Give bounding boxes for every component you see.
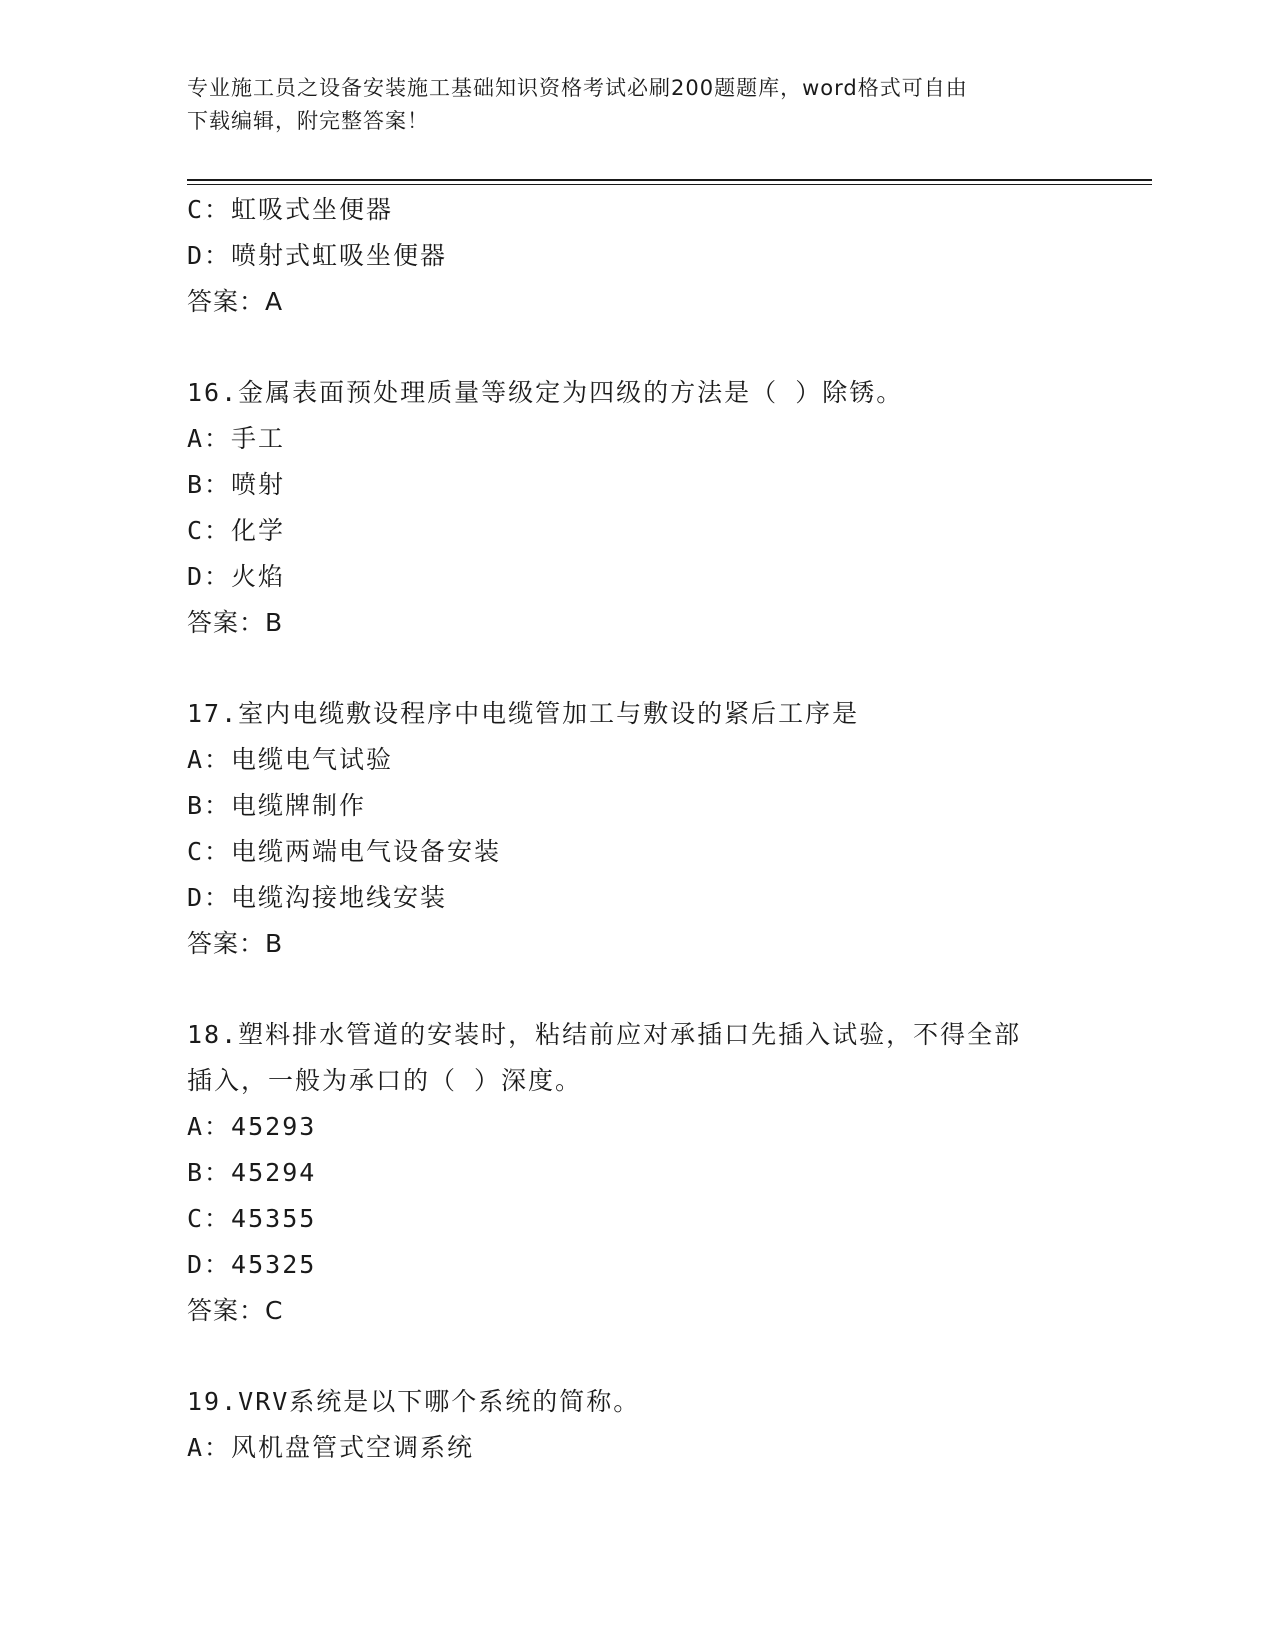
question-17	[187, 691, 1117, 967]
header-line-2: 下载编辑，附完整答案！	[187, 109, 429, 133]
header-divider-thick	[187, 179, 1152, 181]
question-stem: 19.VRV系统是以下哪个系统的简称。	[187, 1387, 641, 1416]
option-d: D：火焰	[187, 562, 286, 591]
option-b: B：45294	[187, 1158, 317, 1187]
option-d: D：电缆沟接地线安装	[187, 883, 448, 912]
option-d: D：45325	[187, 1250, 317, 1279]
option-c: C：电缆两端电气设备安装	[187, 837, 502, 866]
question-stem: 16.金属表面预处理质量等级定为四级的方法是（ ）除锈。	[187, 378, 904, 407]
option-b: B：喷射	[187, 470, 286, 499]
question-16	[187, 370, 1117, 646]
question-stem: 17.室内电缆敷设程序中电缆管加工与敷设的紧后工序是	[187, 699, 860, 728]
question-stem-line-2: 插入，一般为承口的（ ）深度。	[187, 1066, 583, 1095]
option-d: D：喷射式虹吸坐便器	[187, 241, 448, 270]
option-a: A：45293	[187, 1112, 317, 1141]
question-list	[187, 187, 1117, 1471]
answer: 答案：B	[187, 929, 284, 958]
question-stem-line-1: 18.塑料排水管道的安装时，粘结前应对承插口先插入试验，不得全部	[187, 1020, 1022, 1049]
question-18	[187, 1012, 1117, 1334]
answer: 答案：C	[187, 1296, 284, 1325]
option-b: B：电缆牌制作	[187, 791, 367, 820]
answer: 答案：A	[187, 287, 284, 316]
option-c: C：虹吸式坐便器	[187, 195, 394, 224]
option-a: A：电缆电气试验	[187, 745, 394, 774]
question-19	[187, 1379, 1117, 1471]
option-c: C：45355	[187, 1204, 317, 1233]
question-15	[187, 187, 1117, 325]
header-line-1: 专业施工员之设备安装施工基础知识资格考试必刷200题题库，word格式可自由	[187, 76, 968, 100]
document-header	[187, 72, 1087, 138]
option-a: A：手工	[187, 424, 286, 453]
answer: 答案：B	[187, 608, 284, 637]
header-divider-thin	[187, 184, 1152, 185]
option-c: C：化学	[187, 516, 286, 545]
option-a: A：风机盘管式空调系统	[187, 1433, 475, 1462]
